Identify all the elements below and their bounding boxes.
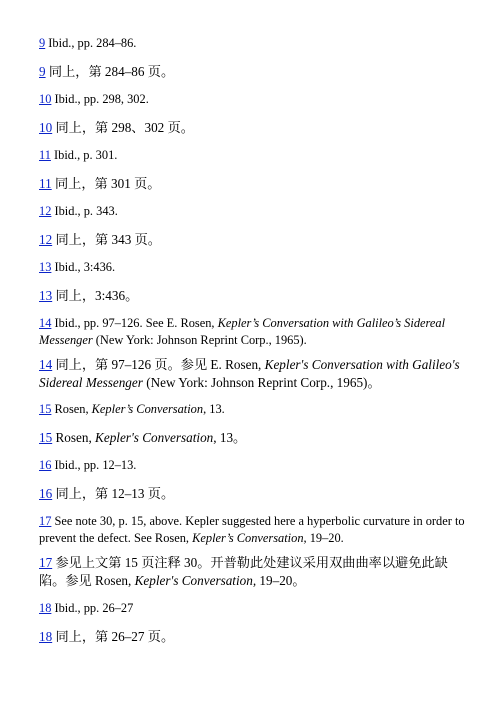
footnote-link[interactable]: 9 — [39, 64, 46, 79]
footnote-9-en — [39, 35, 469, 52]
footnote-link[interactable]: 13 — [39, 288, 53, 303]
footnote-10-zh — [39, 119, 469, 137]
footnote-text: 参见上文第 15 页注释 30。开普勒此处建议采用双曲曲率以避免此缺陷。参见 Rosen, — [39, 555, 448, 588]
footnote-link[interactable]: 10 — [39, 120, 53, 135]
footnote-16-zh — [39, 485, 469, 503]
footnote-text: See note 30, p. 15, above. Kepler suggested here a hyperbolic curvature in order to prevent the defect. See Rosen, — [39, 514, 465, 545]
footnote-title: Kepler's Conversation — [95, 430, 214, 445]
footnote-link[interactable]: 11 — [39, 176, 52, 191]
footnote-link[interactable]: 17 — [39, 555, 53, 570]
footnote-title: Kepler’s Conversation with Galileo’s Sidereal Messenger — [39, 316, 446, 347]
footnote-18-zh — [39, 628, 469, 646]
footnote-text: Ibid., pp. 298, 302. — [51, 92, 149, 106]
footnote-17-zh — [39, 554, 469, 589]
footnote-link[interactable]: 18 — [39, 601, 52, 615]
footnote-link[interactable]: 10 — [39, 92, 52, 106]
footnote-title: Kepler’s Conversation — [91, 402, 204, 416]
footnote-link[interactable]: 13 — [39, 260, 52, 274]
footnote-link[interactable]: 11 — [39, 148, 51, 162]
footnote-15-en — [39, 401, 469, 418]
footnote-14-en — [39, 315, 469, 348]
footnote-link[interactable]: 12 — [39, 204, 52, 218]
footnote-9-zh — [39, 63, 469, 81]
footnote-13-zh — [39, 287, 469, 305]
footnote-text: 同上，第 298、302 页。 — [52, 120, 194, 135]
footnote-text: Rosen, — [51, 402, 92, 416]
footnote-link[interactable]: 15 — [39, 402, 52, 416]
footnote-link[interactable]: 14 — [39, 357, 53, 372]
footnote-text: Ibid., pp. 12–13. — [51, 458, 137, 472]
footnote-text: Ibid., pp. 284–86. — [45, 36, 137, 50]
footnote-12-en — [39, 203, 469, 220]
footnote-16-en — [39, 457, 469, 474]
footnote-18-en — [39, 600, 469, 617]
footnote-text: Ibid., pp. 97–126. See E. Rosen, — [51, 316, 218, 330]
footnote-13-en — [39, 259, 469, 276]
footnote-link[interactable]: 16 — [39, 486, 53, 501]
footnote-text: 同上，第 301 页。 — [51, 176, 161, 191]
footnote-title: Kepler's Conversation, — [134, 572, 257, 588]
footnote-15-zh — [39, 429, 469, 447]
footnote-12-zh — [39, 231, 469, 249]
footnote-title: Kepler's Conversation with Galileo's Sidereal Messenger — [39, 357, 460, 390]
footnote-text: Rosen, — [52, 430, 96, 445]
footnote-text: 同上，第 284–86 页。 — [45, 64, 175, 79]
footnote-text: , 13. — [203, 402, 225, 416]
footnote-text: 19–20。 — [256, 572, 306, 588]
footnote-text: Ibid., 3:436. — [51, 260, 116, 274]
footnote-link[interactable]: 17 — [39, 514, 52, 528]
footnote-10-en — [39, 91, 469, 108]
footnote-text: 同上，第 12–13 页。 — [52, 486, 175, 501]
footnote-11-en — [39, 147, 469, 164]
footnote-text: 同上，第 343 页。 — [52, 232, 161, 247]
footnote-text: 19–20. — [306, 530, 344, 545]
footnote-text: (New York: Johnson Reprint Corp., 1965)。 — [142, 374, 381, 390]
footnote-text: (New York: Johnson Reprint Corp., 1965). — [92, 332, 307, 347]
footnote-link[interactable]: 15 — [39, 430, 53, 445]
footnote-11-zh — [39, 175, 469, 193]
footnote-link[interactable]: 9 — [39, 36, 46, 50]
footnote-text: 同上，第 26–27 页。 — [52, 629, 175, 644]
footnote-title: Kepler’s Conversation, — [192, 530, 307, 545]
footnote-link[interactable]: 12 — [39, 232, 53, 247]
footnote-link[interactable]: 18 — [39, 629, 53, 644]
footnote-text: Ibid., p. 301. — [50, 148, 118, 162]
footnote-text: , 13。 — [213, 430, 247, 445]
footnote-link[interactable]: 16 — [39, 458, 52, 472]
footnote-text: Ibid., pp. 26–27 — [51, 601, 134, 615]
footnote-text: 同上，3:436。 — [52, 288, 139, 303]
footnote-17-en — [39, 513, 469, 546]
footnote-text: 同上，第 97–126 页。参见 E. Rosen, — [52, 357, 265, 372]
footnote-link[interactable]: 14 — [39, 316, 52, 330]
footnote-text: Ibid., p. 343. — [51, 204, 118, 218]
footnote-14-zh — [39, 356, 469, 391]
